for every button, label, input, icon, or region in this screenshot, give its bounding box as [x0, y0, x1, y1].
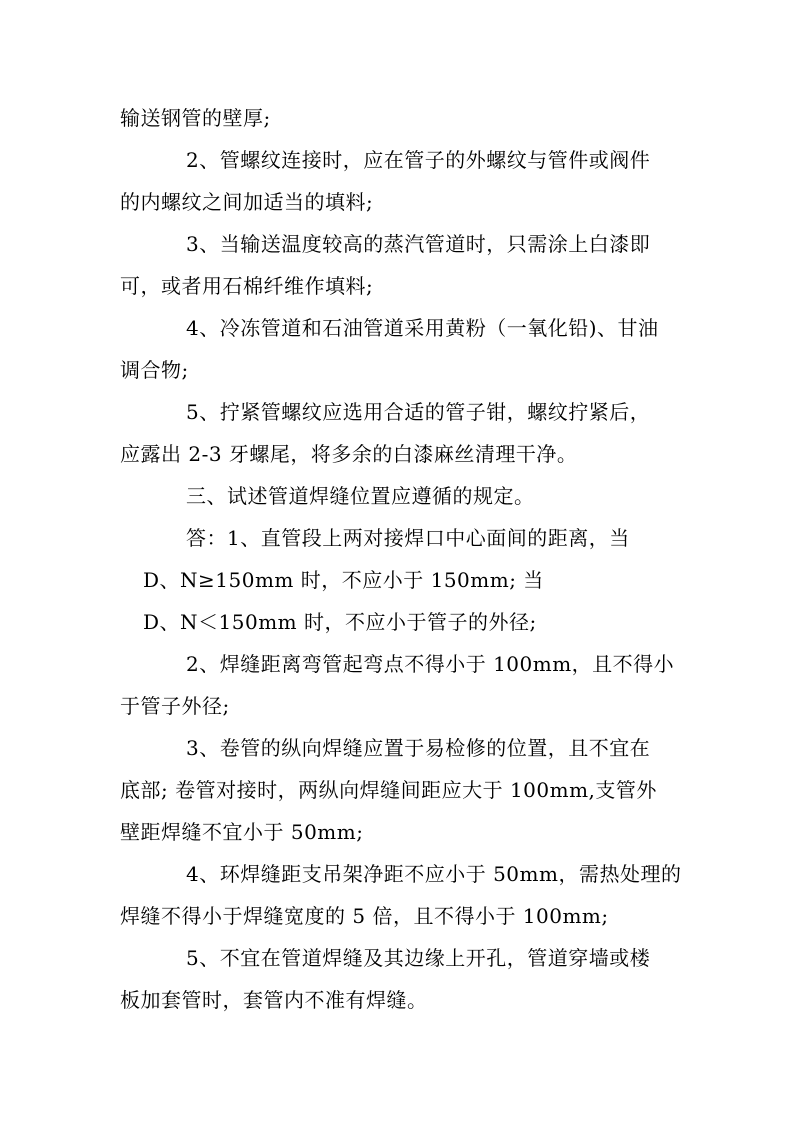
text-line: 焊缝不得小于焊缝宽度的 5 倍，且不得小于 100mm; — [120, 904, 609, 928]
text-line: 3、当输送温度较高的蒸汽管道时，只需涂上白漆即 — [186, 232, 651, 256]
text-line: D、N＜150mm 时，不应小于管子的外径; — [143, 610, 537, 634]
text-line: 3、卷管的纵向焊缝应置于易检修的位置，且不宜在 — [186, 736, 651, 760]
text-line: 4、冷冻管道和石油管道采用黄粉（一氧化铅)、甘油 — [186, 316, 659, 340]
text-line: 应露出 2-3 牙螺尾，将多余的白漆麻丝清理干净。 — [120, 442, 578, 466]
text-line: 5、不宜在管道焊缝及其边缘上开孔，管道穿墙或楼 — [186, 946, 651, 970]
text-line: D、N≥150mm 时，不应小于 150mm; 当 — [143, 568, 544, 592]
text-line: 2、管螺纹连接时，应在管子的外螺纹与管件或阀件 — [186, 148, 651, 172]
text-line: 的内螺纹之间加适当的填料; — [120, 190, 374, 214]
text-line: 答：1、直管段上两对接焊口中心面间的距离，当 — [186, 526, 630, 550]
text-line: 壁距焊缝不宜小于 50mm; — [120, 820, 364, 844]
text-line: 板加套管时，套管内不准有焊缝。 — [120, 988, 428, 1012]
text-line: 可，或者用石棉纤维作填料; — [120, 274, 374, 298]
text-line: 4、环焊缝距支吊架净距不应小于 50mm，需热处理的 — [186, 862, 682, 886]
text-line: 于管子外径; — [120, 694, 230, 718]
text-line: 输送钢管的壁厚; — [120, 106, 271, 130]
text-line: 5、拧紧管螺纹应选用合适的管子钳，螺纹拧紧后， — [186, 400, 651, 424]
text-line: 调合物; — [120, 358, 189, 382]
text-line: 底部; 卷管对接时，两纵向焊缝间距应大于 100mm,支管外 — [120, 778, 657, 802]
section-heading: 三、试述管道焊缝位置应遵循的规定。 — [186, 484, 535, 508]
text-line: 2、焊缝距离弯管起弯点不得小于 100mm，且不得小 — [186, 652, 675, 676]
